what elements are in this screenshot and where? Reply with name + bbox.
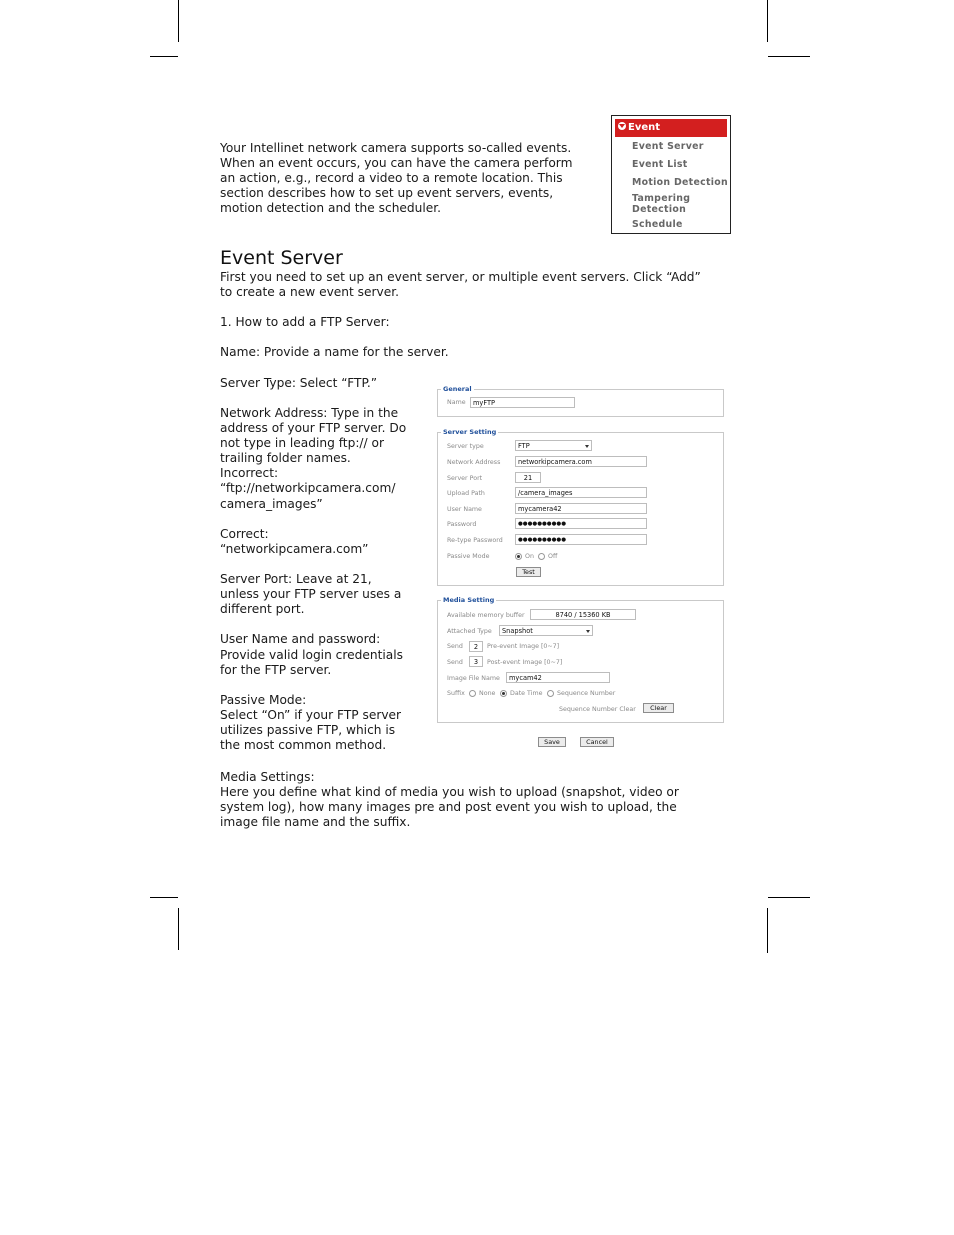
passive-mode-label: Passive Mode (447, 553, 490, 560)
suffix-label: Suffix (447, 690, 465, 697)
send-post-label: Send (447, 659, 463, 666)
text-line (220, 678, 425, 693)
crop-mark (178, 908, 179, 950)
menu-item-event-server[interactable]: Event Server (632, 141, 704, 152)
collapse-arrow-icon (618, 122, 626, 130)
suffix-datetime-radio[interactable] (500, 690, 507, 697)
server-port-input[interactable]: 21 (515, 472, 541, 483)
suffix-none-radio[interactable] (469, 690, 476, 697)
memory-buffer-value: 8740 / 15360 KB (530, 609, 636, 620)
server-type-value: FTP (518, 442, 530, 450)
text-line: Here you define what kind of media you wish to upload (snapshot, video or (220, 785, 679, 800)
text-line: Server Port: Leave at 21, (220, 572, 372, 587)
password-label: Password (447, 521, 477, 528)
attached-type-label: Attached Type (447, 628, 492, 635)
crop-mark (768, 56, 810, 57)
sequence-clear-label: Sequence Number Clear (559, 706, 636, 713)
attached-type-value: Snapshot (502, 627, 533, 635)
text-line (220, 557, 425, 572)
name-label: Name (447, 399, 466, 406)
menu-item-schedule[interactable]: Schedule (632, 219, 683, 230)
text-line: not type in leading ftp:// or (220, 436, 384, 451)
text-line: First you need to set up an event server, or multiple event servers. Click “Add” (220, 270, 701, 284)
suffix-sequence-label: Sequence Number (557, 690, 616, 697)
menu-item-tampering-detection[interactable]: Tampering (632, 193, 691, 204)
text-line: Network Address: Type in the (220, 406, 399, 420)
clear-button[interactable]: Clear (643, 703, 674, 713)
howto-line: 1. How to add a FTP Server: (220, 315, 390, 329)
crop-mark (150, 897, 178, 898)
suffix-sequence-radio[interactable] (547, 690, 554, 697)
passive-on-label: On (525, 553, 534, 560)
user-name-input[interactable]: mycamera42 (515, 503, 647, 514)
text-line: utilizes passive FTP, which is (220, 722, 396, 737)
text-line: image file name and the suffix. (220, 815, 411, 830)
text-line: Correct: (220, 526, 269, 541)
server-type-label: Server type (447, 443, 484, 450)
password-input[interactable]: ●●●●●●●●●● (515, 518, 647, 529)
menu-header-label: Event (628, 122, 661, 133)
text-line: Incorrect: (220, 466, 279, 481)
text-line: an action, e.g., record a video to a remote location. This (220, 171, 563, 186)
retype-password-input[interactable]: ●●●●●●●●●● (515, 534, 647, 545)
text-line: to create a new event server. (220, 285, 399, 300)
intro-paragraph (220, 141, 600, 216)
text-line: for the FTP server. (220, 662, 332, 677)
crop-mark (768, 897, 810, 898)
text-line (220, 617, 425, 632)
text-line: Your Intellinet network camera supports so-called events. (220, 141, 572, 155)
left-instructions (220, 406, 425, 753)
server-setting-legend: Server Setting (443, 428, 497, 436)
text-line: section describes how to set up event servers, events, (220, 186, 554, 201)
chevron-down-icon (586, 630, 590, 633)
text-line: different port. (220, 602, 305, 617)
text-line: unless your FTP server uses a (220, 587, 402, 602)
name-instruction: Name: Provide a name for the server. (220, 345, 449, 359)
text-line (220, 512, 425, 527)
text-line: trailing folder names. (220, 451, 351, 466)
chevron-down-icon (585, 445, 589, 448)
retype-password-label: Re-type Password (447, 537, 503, 544)
send-pre-label: Send (447, 643, 463, 650)
media-setting-legend: Media Setting (443, 596, 495, 604)
general-legend: General (443, 385, 472, 393)
post-event-label: Post-event Image [0~7] (487, 659, 563, 666)
passive-off-radio[interactable] (538, 553, 545, 560)
upload-path-input[interactable]: /camera_images (515, 487, 647, 498)
menu-header-event[interactable] (615, 119, 727, 137)
text-line: camera_images” (220, 496, 323, 511)
text-line: Passive Mode: (220, 692, 307, 707)
suffix-datetime-label: Date Time (510, 690, 543, 697)
menu-item-tampering-detection-line2[interactable]: Detection (632, 204, 687, 215)
crop-mark (150, 56, 178, 57)
passive-off-label: Off (548, 553, 558, 560)
text-line: “networkipcamera.com” (220, 541, 369, 556)
media-instructions (220, 770, 740, 830)
name-input[interactable]: myFTP (470, 397, 575, 408)
server-port-label: Server Port (447, 475, 483, 482)
crop-mark (767, 908, 768, 953)
pre-event-label: Pre-event Image [0~7] (487, 643, 560, 650)
post-event-input[interactable]: 3 (469, 656, 483, 667)
event-menu (611, 115, 731, 234)
text-line: Select “On” if your FTP server (220, 707, 402, 722)
text-line: the most common method. (220, 738, 387, 753)
pre-event-input[interactable]: 2 (469, 641, 483, 652)
server-type-instruction: Server Type: Select “FTP.” (220, 376, 378, 390)
menu-item-motion-detection[interactable]: Motion Detection (632, 177, 728, 188)
crop-mark (178, 0, 179, 42)
text-line: Media Settings: (220, 770, 315, 784)
server-type-select[interactable] (515, 440, 592, 451)
save-button[interactable]: Save (538, 737, 566, 747)
text-line: system log), how many images pre and post event you wish to upload, the (220, 800, 677, 815)
suffix-none-label: None (479, 690, 496, 697)
crop-mark (767, 0, 768, 42)
attached-type-select[interactable] (499, 625, 593, 636)
menu-item-event-list[interactable]: Event List (632, 159, 688, 170)
image-file-name-label: Image File Name (447, 675, 500, 682)
user-name-label: User Name (447, 506, 482, 513)
network-address-label: Network Address (447, 459, 501, 466)
text-line: address of your FTP server. Do (220, 421, 407, 436)
section-title: Event Server (220, 247, 343, 269)
text-line: When an event occurs, you can have the camera perform (220, 156, 573, 171)
passive-on-radio[interactable] (515, 553, 522, 560)
text-line: Provide valid login credentials (220, 647, 403, 662)
image-file-name-input[interactable]: mycam42 (506, 672, 610, 683)
section-paragraph (220, 270, 740, 300)
network-address-input[interactable]: networkipcamera.com (515, 456, 647, 467)
memory-buffer-label: Available memory buffer (447, 612, 525, 619)
text-line: User Name and password: (220, 632, 381, 647)
test-button[interactable]: Test (516, 567, 541, 577)
upload-path-label: Upload Path (447, 490, 485, 497)
cancel-button[interactable]: Cancel (580, 737, 614, 747)
text-line: “ftp://networkipcamera.com/ (220, 481, 396, 496)
text-line: motion detection and the scheduler. (220, 201, 442, 216)
